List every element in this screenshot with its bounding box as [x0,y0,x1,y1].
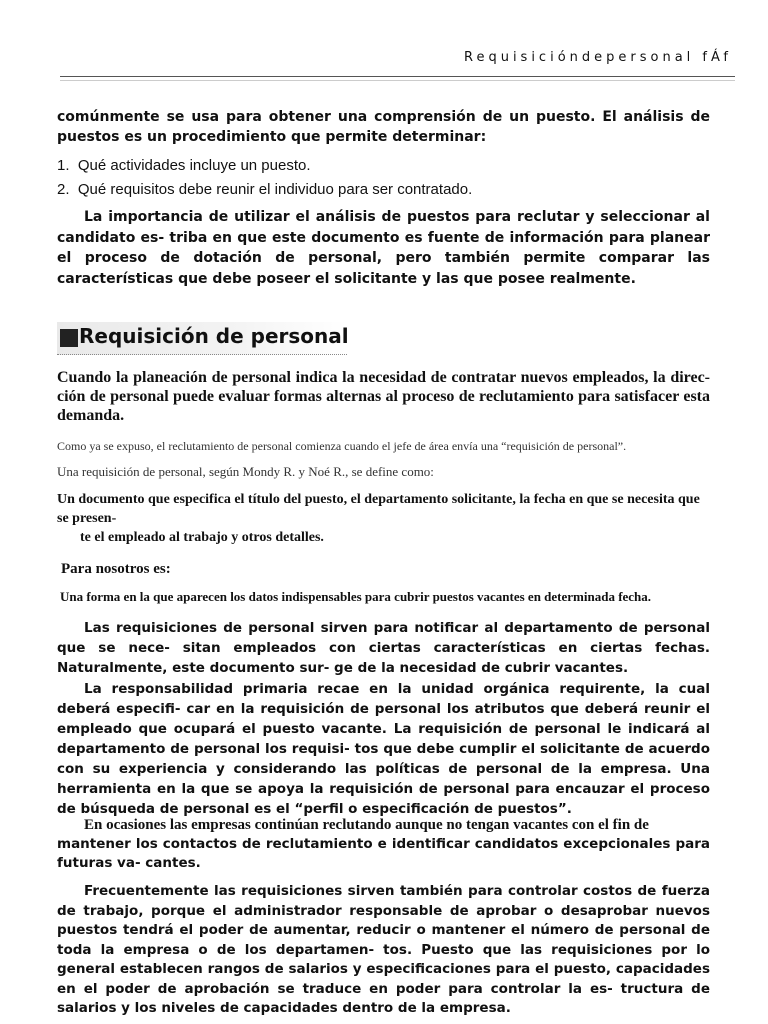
section-square-icon [60,329,78,347]
list-item [57,178,710,202]
header-rule-shadow [60,80,735,81]
definition-block [57,490,710,547]
list-marker: 2. [57,181,70,198]
responsabilidad-paragraph: La responsabilidad primaria recae en la unidad orgánica requirente, la cual deberá especifi- car en la requisición de personal los atributos que deberá reunir el empleado que ocupará el puesto vacante. La requisición de personal le indicará al departamento de personal los requisi- tos que debe cumplir el solicitante de acuerdo con su experiencia y considerando las políticas de personal de la empresa. Una herramienta en la que se apoya la requisición de personal para encauzar el proceso de búsqueda de personal es el “perfil o especificación de puestos”. [57,681,710,817]
intro-paragraph: comúnmente se usa para obtener una comprensión de un puesto. El análisis de puestos es un procedimiento que permite determinar: [57,109,710,145]
section-heading-title: Requisición de personal [79,324,349,348]
definition-line: Un documento que especifica el título del puesto, el departamento solicitante, la fecha en que se necesita que se presen- [57,492,700,526]
header-rule [60,76,735,77]
numbered-list [57,154,710,202]
ocasiones-paragraph [57,816,710,873]
nosotros-text: Una forma en la que aparecen los datos indispensables para cubrir puestos vacantes en determinada fecha. [60,589,652,604]
nosotros-label: Para nosotros es: [61,561,171,577]
list-item-text: Qué requisitos debe reunir el individuo para ser contratado. [77,181,473,198]
las-requisiciones-paragraph: Las requisiciones de personal sirven para notificar al departamento de personal que se nece- sitan empleados con ciertas características en ciertas fechas. Naturalmente, este documento sur- ge de la necesidad de cubrir vacantes. [57,620,710,676]
importance-paragraph: La importancia de utilizar el análisis de puestos para reclutar y seleccionar al candidato es- triba en que este documento es fuente de información para planear el proceso de dotación de personal, pero también permite comparar las características que debe poseer el solicitante y las que posee realmente. [57,209,710,287]
ocasiones-first-line: En ocasiones las empresas continúan reclutando aunque no tengan vacantes con el fin de [84,817,649,833]
ocasiones-rest: mantener los contactos de reclutamiento e identificar candidatos excepcionales para futuras va- cantes. [57,836,710,871]
list-marker: 1. [57,157,70,174]
una-requisicion-paragraph: Una requisición de personal, según Mondy R. y Noé R., se define como: [57,464,434,479]
definition-line: te el empleado al trabajo y otros detalles. [80,530,324,545]
section-heading [57,322,347,355]
como-ya-paragraph: Como ya se expuso, el reclutamiento de personal comienza cuando el jefe de área envía una “requisición de personal”. [57,439,627,453]
list-item [57,154,710,178]
frecuentemente-paragraph: Frecuentemente las requisiciones sirven también para controlar costos de fuerza de trabajo, porque el administrador responsable de aprobar o desaprobar nuevos puestos tendrá el poder de aumentar, reducir o mantener el número de personal de toda la empresa o de los departamen- tos. Puesto que las requisiciones por lo general establecen rangos de salarios y especificaciones para el puesto, capacidades en el poder de aprobación se traduce en poder para controlar la es- tructura de salarios y los niveles de capacidades dentro de la empresa. [57,883,710,1016]
list-item-text: Qué actividades incluye un puesto. [77,157,311,174]
running-header: Requisicióndepersonal fÁf [464,50,732,65]
planeacion-paragraph: Cuando la planeación de personal indica la necesidad de contratar nuevos empleados, la direc- ción de personal puede evaluar formas alternas al proceso de reclutamiento para satisfacer esta demanda. [57,369,710,424]
